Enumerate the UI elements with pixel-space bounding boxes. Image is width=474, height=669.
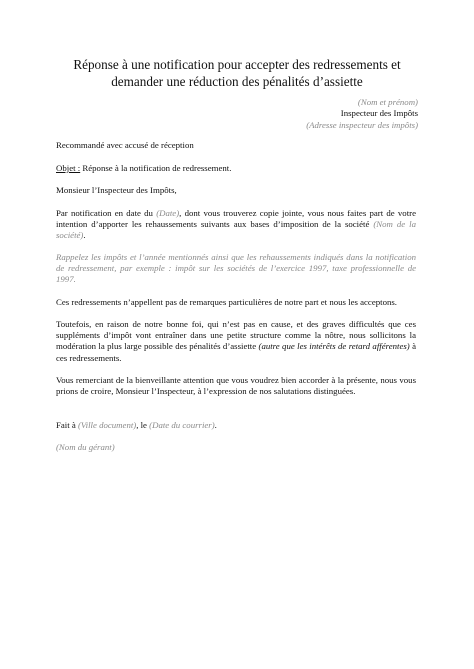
city-placeholder: (Ville document) xyxy=(78,420,137,430)
paragraph-request: Toutefois, en raison de notre bonne foi, qui n’est pas en cause, et des graves difficultés que ces suppléments d’impôt vont entraîner dans une petite structure comme la nôtre, nous sollicitons la modération la plus large possible des pénalités d’assiette (autre que les intérêts de retard afférentes) à ces redressements. xyxy=(56,319,416,363)
title-line-2: demander une réduction des pénalités d’assiette xyxy=(111,74,363,89)
sending-mode: Recommandé avec accusé de réception xyxy=(56,140,194,150)
interest-emphasis: (autre que les intérêts de retard afférentes) xyxy=(258,341,410,352)
object-line xyxy=(56,163,416,174)
letter-date-placeholder: (Date du courrier) xyxy=(149,420,215,430)
paragraph-closing: Vous remerciant de la bienveillante attention que vous voudrez bien accorder à la présente, nous vous prions de croire, Monsieur l’Inspecteur, à l’expression de nos salutations distinguées. xyxy=(56,375,416,397)
date-placeholder: (Date) xyxy=(156,208,180,218)
manager-name-placeholder: (Nom du gérant) xyxy=(56,442,115,452)
company-placeholder: (Nom de la société) xyxy=(56,219,416,241)
object-text: Réponse à la notification de redressement. xyxy=(80,163,232,173)
recipient-name-placeholder: (Nom et prénom) xyxy=(357,97,418,107)
paragraph-acceptance: Ces redressements n’appellent pas de remarques particulières de notre part et nous les acceptons. xyxy=(56,297,397,307)
recipient-role: Inspecteur des Impôts xyxy=(340,108,418,119)
recipient-block xyxy=(218,97,418,131)
salutation: Monsieur l’Inspecteur des Impôts, xyxy=(56,185,177,195)
letter-title xyxy=(40,56,434,90)
title-line-1: Réponse à une notification pour accepter des redressements et xyxy=(73,57,401,72)
paragraph-notification: Par notification en date du (Date), dont vous trouverez copie jointe, vous nous faites part de votre intention d’apporter les rehaussements suivants aux bases d’imposition de la société (Nom de la société). xyxy=(56,208,416,241)
object-label: Objet : xyxy=(56,163,81,173)
instruction-paragraph: Rappelez les impôts et l’année mentionnés ainsi que les rehaussements indiqués dans la notification de redressement, par exemple : impôt sur les sociétés de l’exercice 1997, taxe professionnelle de 1997. xyxy=(56,252,416,285)
signature-line: Fait à (Ville document), le (Date du courrier). xyxy=(56,420,217,430)
recipient-address-placeholder: (Adresse inspecteur des impôts) xyxy=(306,119,418,130)
